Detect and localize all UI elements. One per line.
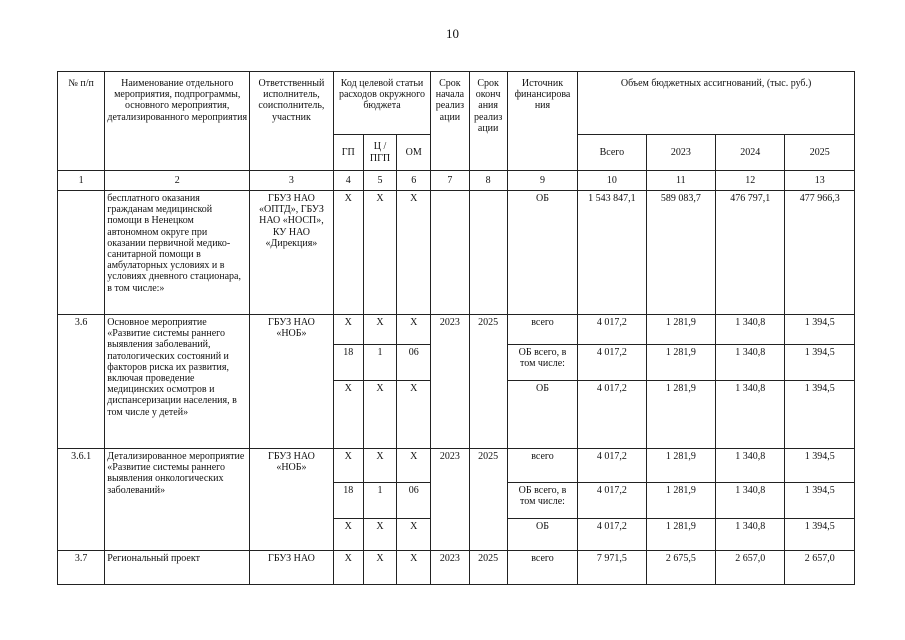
- row-source: ОБ всего, в том числе:: [507, 483, 577, 519]
- row-om: Х: [397, 449, 431, 483]
- table-row: [58, 551, 855, 585]
- row-source: ОБ: [507, 381, 577, 449]
- row-source: ОБ: [507, 191, 577, 315]
- row-source: ОБ: [507, 519, 577, 551]
- row-2023: 1 281,9: [646, 519, 715, 551]
- row-total: 4 017,2: [578, 381, 646, 449]
- header-budget-group: Объем бюджетных ассигнований, (тыс. руб.): [578, 72, 855, 135]
- row-name: Основное мероприятие «Развитие системы раннего выявления заболеваний, патологических состояний и факторов риска их развития, включая проведение медицинских осмотров и диспансеризации населения, в том числе у детей»: [105, 315, 250, 449]
- row-2025: 477 966,3: [785, 191, 855, 315]
- col-number: 6: [397, 171, 431, 191]
- col-number: 2: [105, 171, 250, 191]
- row-end: [469, 191, 507, 315]
- column-numbers-row: [58, 171, 855, 191]
- row-2023: 1 281,9: [646, 449, 715, 483]
- col-number: 11: [646, 171, 715, 191]
- table-row: [58, 315, 855, 345]
- row-2024: 1 340,8: [716, 483, 785, 519]
- row-2023: 1 281,9: [646, 381, 715, 449]
- row-gp: Х: [333, 551, 363, 585]
- header-gp: ГП: [333, 135, 363, 171]
- row-cpgp: Х: [363, 449, 396, 483]
- row-cpgp: Х: [363, 551, 396, 585]
- row-gp: 18: [333, 483, 363, 519]
- row-2023: 2 675,5: [646, 551, 715, 585]
- col-number: 5: [363, 171, 396, 191]
- header-start: Срок начала реализ ации: [431, 72, 469, 171]
- row-end: 2025: [469, 449, 507, 551]
- col-number: 4: [333, 171, 363, 191]
- row-cpgp: Х: [363, 381, 396, 449]
- row-2025: 2 657,0: [785, 551, 855, 585]
- row-responsible: ГБУЗ НАО «ОПТД», ГБУЗ НАО «НОСП», КУ НАО «Дирекция»: [250, 191, 334, 315]
- row-cpgp: Х: [363, 191, 396, 315]
- row-om: 06: [397, 483, 431, 519]
- row-2024: 1 340,8: [716, 315, 785, 345]
- header-responsible: Ответственный исполнитель, соисполнитель, участник: [250, 72, 334, 171]
- row-source: всего: [507, 449, 577, 483]
- row-name: Региональный проект: [105, 551, 250, 585]
- budget-table: [57, 71, 855, 585]
- row-2023: 1 281,9: [646, 345, 715, 381]
- page-number: 10: [446, 26, 459, 41]
- row-gp: 18: [333, 345, 363, 381]
- row-2023: 1 281,9: [646, 483, 715, 519]
- row-total: 1 543 847,1: [578, 191, 646, 315]
- header-name: Наименование отдельного мероприятия, подпрограммы, основного мероприятия, детализированного мероприятия: [105, 72, 250, 171]
- row-om: Х: [397, 381, 431, 449]
- table-row: [58, 449, 855, 483]
- row-source: ОБ всего, в том числе:: [507, 345, 577, 381]
- row-2023: 589 083,7: [646, 191, 715, 315]
- row-cpgp: Х: [363, 315, 396, 345]
- row-start: 2023: [431, 551, 469, 585]
- header-cpgp: Ц / ПГП: [363, 135, 396, 171]
- row-2024: 476 797,1: [716, 191, 785, 315]
- col-number: 9: [507, 171, 577, 191]
- row-num: [58, 191, 105, 315]
- row-total: 4 017,2: [578, 345, 646, 381]
- row-2025: 1 394,5: [785, 519, 855, 551]
- row-cpgp: 1: [363, 345, 396, 381]
- row-cpgp: Х: [363, 519, 396, 551]
- header-2025: 2025: [785, 135, 855, 171]
- row-name: бесплатного оказания гражданам медицинской помощи в Ненецком автономном округе при оказании первичной медико-санитарной помощи в амбулаторных условиях и в условиях дневного стационара, в том числе:»: [105, 191, 250, 315]
- col-number: 8: [469, 171, 507, 191]
- row-2024: 1 340,8: [716, 381, 785, 449]
- row-responsible: ГБУЗ НАО «НОБ»: [250, 449, 334, 551]
- header-row: [58, 72, 855, 135]
- row-responsible: ГБУЗ НАО: [250, 551, 334, 585]
- row-gp: Х: [333, 191, 363, 315]
- row-2025: 1 394,5: [785, 449, 855, 483]
- row-num: 3.6: [58, 315, 105, 449]
- row-num: 3.7: [58, 551, 105, 585]
- row-gp: Х: [333, 381, 363, 449]
- col-number: 1: [58, 171, 105, 191]
- col-number: 13: [785, 171, 855, 191]
- row-2024: 2 657,0: [716, 551, 785, 585]
- row-2025: 1 394,5: [785, 483, 855, 519]
- row-2024: 1 340,8: [716, 449, 785, 483]
- row-2025: 1 394,5: [785, 381, 855, 449]
- row-name: Детализированное мероприятие «Развитие системы раннего выявления онкологических заболеваний»: [105, 449, 250, 551]
- row-responsible: ГБУЗ НАО «НОБ»: [250, 315, 334, 449]
- row-start: 2023: [431, 315, 469, 449]
- col-number: 3: [250, 171, 334, 191]
- header-total: Всего: [578, 135, 646, 171]
- row-end: 2025: [469, 551, 507, 585]
- row-cpgp: 1: [363, 483, 396, 519]
- row-om: Х: [397, 191, 431, 315]
- row-total: 7 971,5: [578, 551, 646, 585]
- row-om: 06: [397, 345, 431, 381]
- header-2024: 2024: [716, 135, 785, 171]
- row-end: 2025: [469, 315, 507, 449]
- row-om: Х: [397, 551, 431, 585]
- row-gp: Х: [333, 315, 363, 345]
- col-number: 12: [716, 171, 785, 191]
- row-total: 4 017,2: [578, 519, 646, 551]
- row-om: Х: [397, 315, 431, 345]
- row-gp: Х: [333, 449, 363, 483]
- row-total: 4 017,2: [578, 483, 646, 519]
- header-om: ОМ: [397, 135, 431, 171]
- header-end: Срок оконч ания реализ ации: [469, 72, 507, 171]
- row-2023: 1 281,9: [646, 315, 715, 345]
- col-number: 7: [431, 171, 469, 191]
- col-number: 10: [578, 171, 646, 191]
- row-total: 4 017,2: [578, 315, 646, 345]
- header-code-group: Код целевой статьи расходов окружного бюджета: [333, 72, 431, 135]
- header-2023: 2023: [646, 135, 715, 171]
- row-source: всего: [507, 315, 577, 345]
- header-num: № п/п: [58, 72, 105, 171]
- header-source: Источник финансирова ния: [507, 72, 577, 171]
- row-source: всего: [507, 551, 577, 585]
- row-2025: 1 394,5: [785, 315, 855, 345]
- row-om: Х: [397, 519, 431, 551]
- row-2024: 1 340,8: [716, 519, 785, 551]
- row-start: 2023: [431, 449, 469, 551]
- row-2024: 1 340,8: [716, 345, 785, 381]
- row-start: [431, 191, 469, 315]
- row-total: 4 017,2: [578, 449, 646, 483]
- row-2025: 1 394,5: [785, 345, 855, 381]
- row-num: 3.6.1: [58, 449, 105, 551]
- row-gp: Х: [333, 519, 363, 551]
- table-row: [58, 191, 855, 315]
